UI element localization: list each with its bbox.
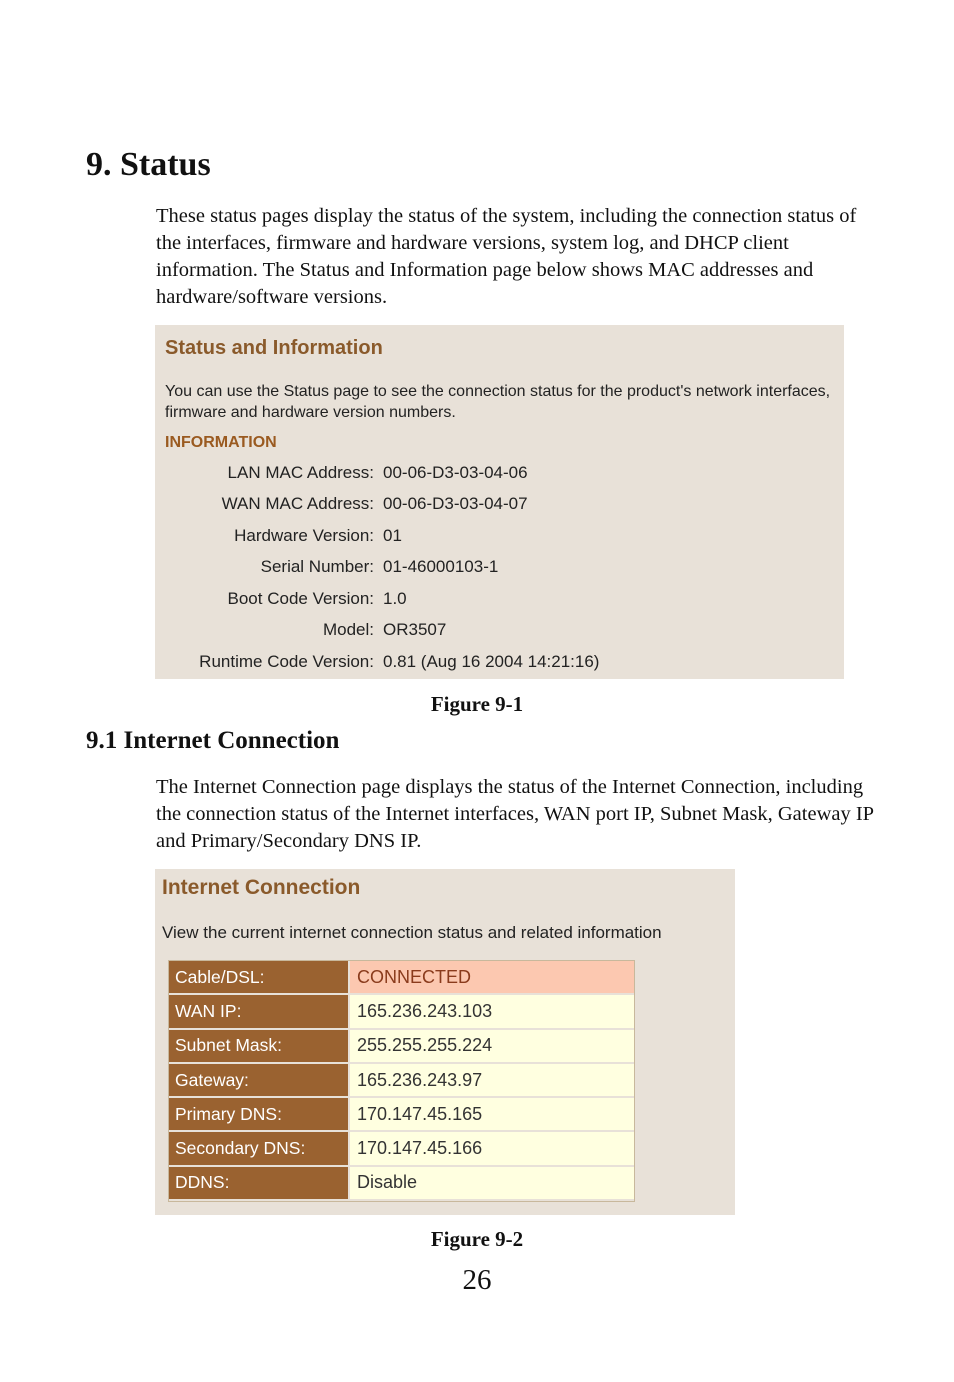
internet-connection-figure — [155, 869, 735, 1215]
figure1-title: Status and Information — [165, 337, 383, 359]
info-row-wan-mac — [155, 489, 844, 521]
row-value: 165.236.243.97 — [350, 1064, 634, 1098]
info-value: OR3507 — [383, 620, 447, 640]
row-label: Subnet Mask: — [169, 1030, 350, 1064]
information-list — [155, 457, 844, 678]
info-value: 01 — [383, 525, 402, 545]
table-row — [169, 1167, 634, 1201]
info-row-hardware-version — [155, 520, 844, 552]
page-title: 9. Status — [86, 146, 211, 183]
row-value: 255.255.255.224 — [350, 1030, 634, 1064]
row-label: Primary DNS: — [169, 1098, 350, 1132]
page-number: 26 — [462, 1264, 492, 1296]
info-label: Boot Code Version: — [227, 588, 374, 608]
row-value: 170.147.45.166 — [350, 1132, 634, 1166]
table-row — [169, 1064, 634, 1098]
info-row-runtime-code-version — [155, 646, 844, 678]
info-label: Model: — [322, 620, 374, 640]
row-label: DDNS: — [169, 1167, 350, 1201]
info-label: Serial Number: — [260, 557, 374, 577]
row-label: Gateway: — [169, 1064, 350, 1098]
table-row — [169, 1098, 634, 1132]
info-value: 00-06-D3-03-04-06 — [383, 462, 528, 482]
info-row-lan-mac — [155, 457, 844, 489]
info-row-serial-number — [155, 552, 844, 584]
row-value: 170.147.45.165 — [350, 1098, 634, 1132]
row-value: Disable — [350, 1167, 634, 1201]
table-row — [169, 1132, 634, 1166]
info-row-model — [155, 615, 844, 647]
info-value: 01-46000103-1 — [383, 557, 499, 577]
row-label: WAN IP: — [169, 995, 350, 1029]
info-value: 00-06-D3-03-04-07 — [383, 494, 528, 514]
connection-table — [168, 960, 635, 1202]
status-information-figure — [155, 325, 844, 679]
figure1-caption: Figure 9-1 — [430, 692, 524, 716]
section-heading: 9.1 Internet Connection — [86, 727, 340, 754]
figure2-caption: Figure 9-2 — [430, 1227, 524, 1251]
row-label: Secondary DNS: — [169, 1132, 350, 1166]
info-label: WAN MAC Address: — [221, 494, 374, 514]
intro-paragraph: These status pages display the status of the system, including the connection status of the interfaces, firmware and hardware versions, system log, and DHCP client information. The Status and Information page below shows MAC addresses and hardware/software versions. — [156, 205, 857, 308]
figure2-description: View the current internet connection status and related information — [162, 923, 662, 942]
figure2-title: Internet Connection — [162, 876, 361, 899]
row-value: 165.236.243.103 — [350, 995, 634, 1029]
connection-status-value: CONNECTED — [350, 961, 634, 995]
table-row — [169, 961, 634, 995]
info-row-boot-code-version — [155, 583, 844, 615]
info-value: 0.81 (Aug 16 2004 14:21:16) — [383, 651, 600, 671]
internet-paragraph: The Internet Connection page displays the status of the Internet Connection, including the connection status of the Internet interfaces, WAN port IP, Subnet Mask, Gateway IP and Primary/Secondary DNS IP. — [156, 776, 874, 852]
information-section-heading: INFORMATION — [165, 434, 277, 451]
info-value: 1.0 — [383, 588, 407, 608]
figure1-description: You can use the Status page to see the connection status for the product's network interfaces, firmware and hardware version numbers. — [165, 383, 831, 421]
info-label: LAN MAC Address: — [227, 462, 374, 482]
table-row — [169, 1030, 634, 1064]
table-row — [169, 995, 634, 1029]
row-label: Cable/DSL: — [169, 961, 350, 995]
info-label: Runtime Code Version: — [199, 651, 374, 671]
info-label: Hardware Version: — [234, 525, 374, 545]
